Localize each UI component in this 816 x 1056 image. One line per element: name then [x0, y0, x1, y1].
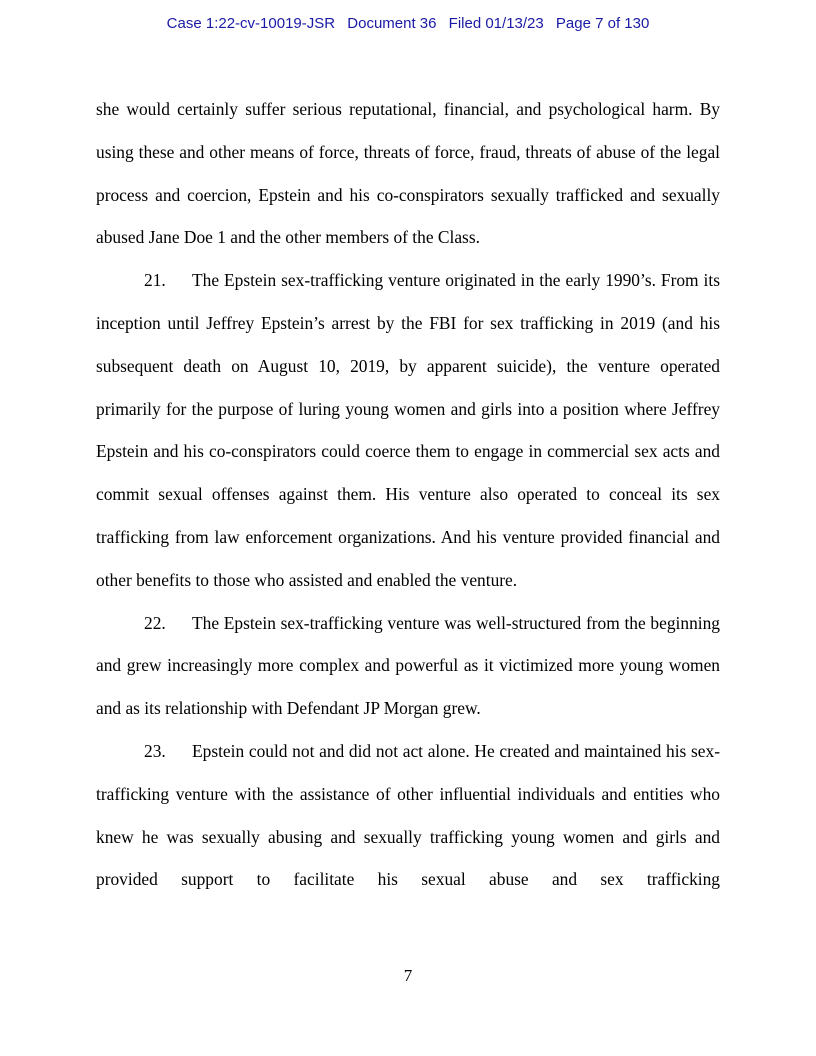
document-body	[96, 88, 720, 901]
page-count: Page 7 of 130	[555, 15, 650, 32]
paragraph-number: 23.	[144, 740, 166, 761]
paragraph-text: Epstein could not and did not act alone. He created and maintained his sex-trafficking venture with the assistance of other influential individuals and entities who knew he was sexually abusing and sexually trafficking young women and girls and provided support to facilitate his sexual abuse and sex trafficking	[96, 740, 720, 890]
case-header	[0, 15, 816, 32]
paragraph-number: 21.	[144, 270, 166, 291]
filed-date: Filed 01/13/23	[448, 15, 544, 32]
page-number: 7	[403, 966, 413, 985]
case-number: Case 1:22-cv-10019-JSR	[166, 15, 336, 32]
paragraph-number: 22.	[144, 612, 166, 633]
paragraph-text: The Epstein sex-trafficking venture was well-structured from the beginning and grew increasingly more complex and powerful as it victimized more young women and as its relationship with Defendant JP Morgan grew.	[96, 612, 720, 719]
paragraph-21	[96, 259, 720, 601]
paragraph-continued: she would certainly suffer serious reputational, financial, and psychological harm. By using these and other means of force, threats of force, fraud, threats of abuse of the legal process and coercion, Epstein and his co-conspirators sexually trafficked and sexually abused Jane Doe 1 and the other members of the Class.	[96, 99, 720, 248]
paragraph-22	[96, 602, 720, 730]
document-number: Document 36	[347, 15, 437, 32]
paragraph-text: The Epstein sex-trafficking venture originated in the early 1990’s. From its inception until Jeffrey Epstein’s arrest by the FBI for sex trafficking in 2019 (and his subsequent death on August 10, 2019, by apparent suicide), the venture operated primarily for the purpose of luring young women and girls into a position where Jeffrey Epstein and his co-conspirators could coerce them to engage in commercial sex acts and commit sexual offenses against them. His venture also operated to conceal its sex trafficking from law enforcement organizations. And his venture provided financial and other benefits to those who assisted and enabled the venture.	[96, 270, 720, 590]
paragraph-23	[96, 730, 720, 901]
